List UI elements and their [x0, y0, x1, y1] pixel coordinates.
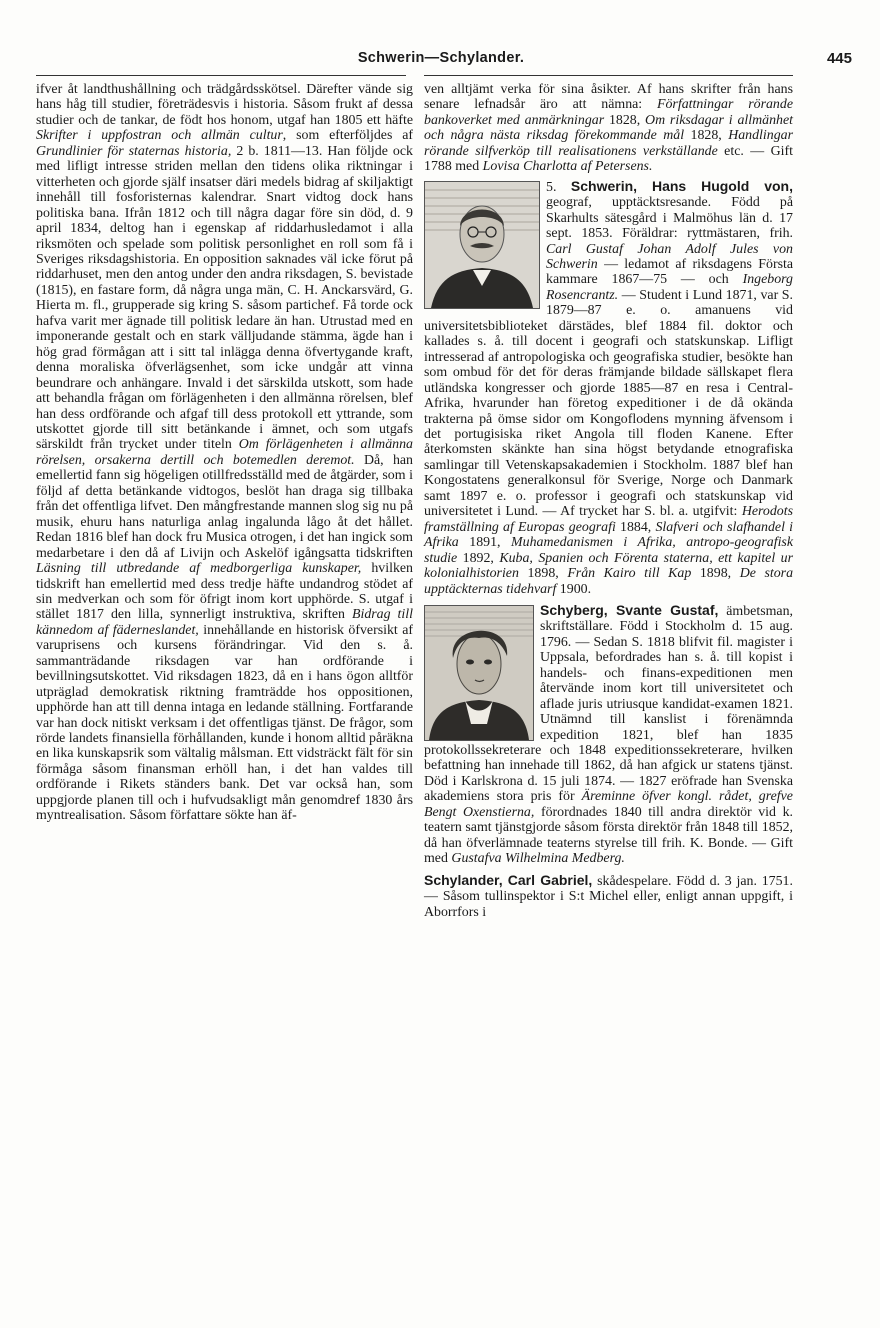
entry-carl-gabriel-schylander: Schylander, Carl Gabriel, skådespelare. Född d. 3 jan. 1751. — Såsom tullinspektor i S:t Michel eller, enligt annan uppgift, i Aborrfors i — [424, 871, 793, 920]
running-header — [30, 50, 852, 72]
entry-name: Schylander, Carl Gabriel, — [424, 871, 593, 888]
page-title: Schwerin—Schylander. — [357, 50, 525, 66]
left-column-text — [36, 82, 413, 824]
portrait-schwerin-image — [425, 182, 539, 308]
left-column — [36, 82, 413, 824]
portrait-schwerin — [424, 181, 540, 309]
header-rule-right — [424, 75, 793, 76]
portrait-schyberg — [424, 605, 534, 741]
entry-name: Schwerin, Hans Hugold von, — [570, 177, 793, 194]
right-column — [424, 82, 793, 920]
portrait-schyberg-image — [425, 606, 533, 740]
entry-hans-hugold-von-schwerin: 5. Schwerin, Hans Hugold von, geograf, upptäcktsresande. Född på Skarhults sätesgård i Malmöhus län d. 17 sept. 1853. Föräldrar: ryttmästaren, frih. Carl Gustaf Johan Adolf Jules von Schwerin — ledamot af riksdagens Första kammare 1867—75 — och Ingeborg Rosencrantz. — Student i Lund 1871, var S. 1879—87 e. o. amanuens vid universitetsbiblioteket därstädes, blef 1884 fil. doktor och kallades s. å. till docent i geografi och statskunskap. Lifligt intresserad af antropologiska och geografiska studier, besökte han som ombud för det för deras främjande bildade sällskapet flera utländska kongresser och gjorde 1885—87 en resa i Central-Afrika, hvarunder han företog expeditioner i de då okända trakterna på ömse sidor om Kongoflodens mynning äfvensom i det portugisiska riket Angola till floden Kanene. Efter återkomsten skänkte han sina högst betydande etnografiska samlingar till Vetenskapsakademien i Stockholm. 1887 blef han Kongostatens generalkonsul för Sverige, Norge och Danmark samt 1897 e. o. professor i geografi och statskunskap vid universitetet i Lund. — Af trycket har S. bl. a. utgifvit: Herodots framställning af Europas geografi 1884, Slafveri och slafhandel i Afrika 1891, Muhamedanismen i Afrika, antropo-geografisk studie 1892, Kuba, Spanien och Förenta staterna, ett kapitel ur kolonialhistorien 1898, Från Kairo till Kap 1898, De stora upptäckternas tidehvarf 1900. — [424, 177, 794, 597]
entry-svante-gustaf-schyberg: Schyberg, Svante Gustaf, ämbetsman, skriftställare. Född i Stockholm d. 15 aug. 1796. — Sedan S. 1818 blifvit fil. magister i Uppsala, befordrades han s. å. till kopist i handels- och finans-expeditionen men återvände inom kort till universitetet och aflade juris utriusque kandidat-examen 1821. Utnämnd till kanslist i förenämnda expedition 1821, blef han 1835 protokollssekreterare och 1848 expeditionssekreterare, hvilken befattning han innehade till 1862, då han afgick ur statens tjänst. Död i Karlskrona d. 15 juli 1874. — 1827 eröfrade han Svenska akademiens stora pris för Äreminne öfver kongl. rådet, grefve Bengt Oxenstierna, förordnades 1840 till andra direktör vid k. teatern samt tjänstgjorde såsom första direktör från 1848 till 1852, då han öfverlämnade teaterns styrelse till frih. K. Bonde. — Gift med Gustafva Wilhelmina Medberg. — [424, 601, 793, 867]
header-rule-left — [36, 75, 406, 76]
schwerin-biography-continuation: ifver åt landthushållning och trädgårdsskötsel. Därefter vände sig hans håg till studier, företrädesvis i historia. Såsom frukt af dessa studier och de tankar, de födt hos honom, utgaf han 1805 ett häfte Skrifter i uppfostran och allmän cultur, som efterföljdes af Grundlinier för staternas historia, 2 b. 1811—13. Han följde ock med lifligt intresse striden mellan den tidens olika riktningar i vitterheten och gjorde själf insatser däri medels bidrag af skiljaktigt innehåll till fosforisternas kalendrar. Snart vidtog dock hans politiska bana. Ifrån 1812 och till några dagar före sin död, d. 9 april 1834, deltog han i egenskap af riddarhusledamot i alla riksmöten och spelade som politisk personlighet en roll som få i Sveriges riksdagshistoria. En opposition saknades väl icke förut på riddarhuset, men den antog under den andra riksdagen, S. bevistade (1815), en fastare form, då några unga män, C. H. Anckarsvärd, G. Hierta m. fl., grupperade sig kring S. såsom partichef. Få torde ock hafva varit mer ägnade till politisk ledare än han. Utrustad med en imponerande gestalt och en stark välljudande stämma, ägde han i hög grad förmågan att i sitt tal inlägga denna öfvertygande kraft, denna moraliska öfverlägsenhet, som icke undgår att vinna beundrare och anhängare. Invald i det särskilda utskott, som hade att behandla frågan om förlägenheten i den allmänna rörelsen, blef han dess ordförande och afgaf till dess protokoll ett yttrande, som utskottet gjorde till sitt betänkande i ämnet, och som utgafs särskildt från trycket under titeln Om förlägenheten i allmänna rörelsen, orsakerna dertill och botemedlen deremot. Då, han emellertid fann sig högeligen otillfredsställd med de åtgärder, som i följd af detta betänkande vidtogos, beslöt han draga sig tillbaka från det offentliga lifvet. Den mångfrestande mannen slog sig nu på musik, ehuru hans naturliga anlag ingalunda lågo åt det hållet. Redan 1816 blef han dock fru Musica otrogen, i det han ingick som medarbetare i den då af Livijn och Askelöf igångsatta tidskriften Läsning till utbredande af medborgerliga kunskaper, hvilken tidskrift han emellertid med dess tredje häfte undandrog stödet af sin medverkan och som för öfrigt inom kort upphörde. S. utgaf i stället 1817 den lilla, synnerligt instruktiva, skriften Bidrag till kännedom af fäderneslandet, innehållande en historisk öfversikt af varuprisens och kursens förändringar. Vid den s. å. sammanträdande riksdagen var han ordförande i bevillningsutskottet. Vid riksdagen 1823, då en i hans ögon alltför utpräglad demokratisk riktning framträdde hos oppositionen, upphörde han att till denna intaga en ledande ställning. Fortfarande var han dock nitiskt verksam i det offentligas tjänst. De frågor, som rörde landets finansiella förhållanden, kunde i honom alltid påräkna en lika kunskapsrik som vältalig målsman. Ett vidsträckt fält för sin förmåga såsom finansman erhöll han, i det han valdes till ordförande i Rikets ständers bank. Det var också han, som uppgjorde planen till och i hufvudsakligt mån genomdref 1830 års myntrealisation. Såsom författare sökte han äf- — [36, 82, 414, 824]
entry-continuation: ven alltjämt verka för sina åsikter. Af hans skrifter från hans senare lefnadsår äro att nämna: Författningar rörande bankoverket med anmärkningar 1828, Om riksdagar i allmänhet och några nästa riksdag förekommande mål 1828, Handlingar rörande silfverköp till realisationens verkställande etc. — Gift 1788 med Lovisa Charlotta af Petersens. — [424, 82, 794, 175]
entry-name: Schyberg, Svante Gustaf, — [540, 601, 719, 618]
page-number: 445 — [826, 50, 852, 67]
